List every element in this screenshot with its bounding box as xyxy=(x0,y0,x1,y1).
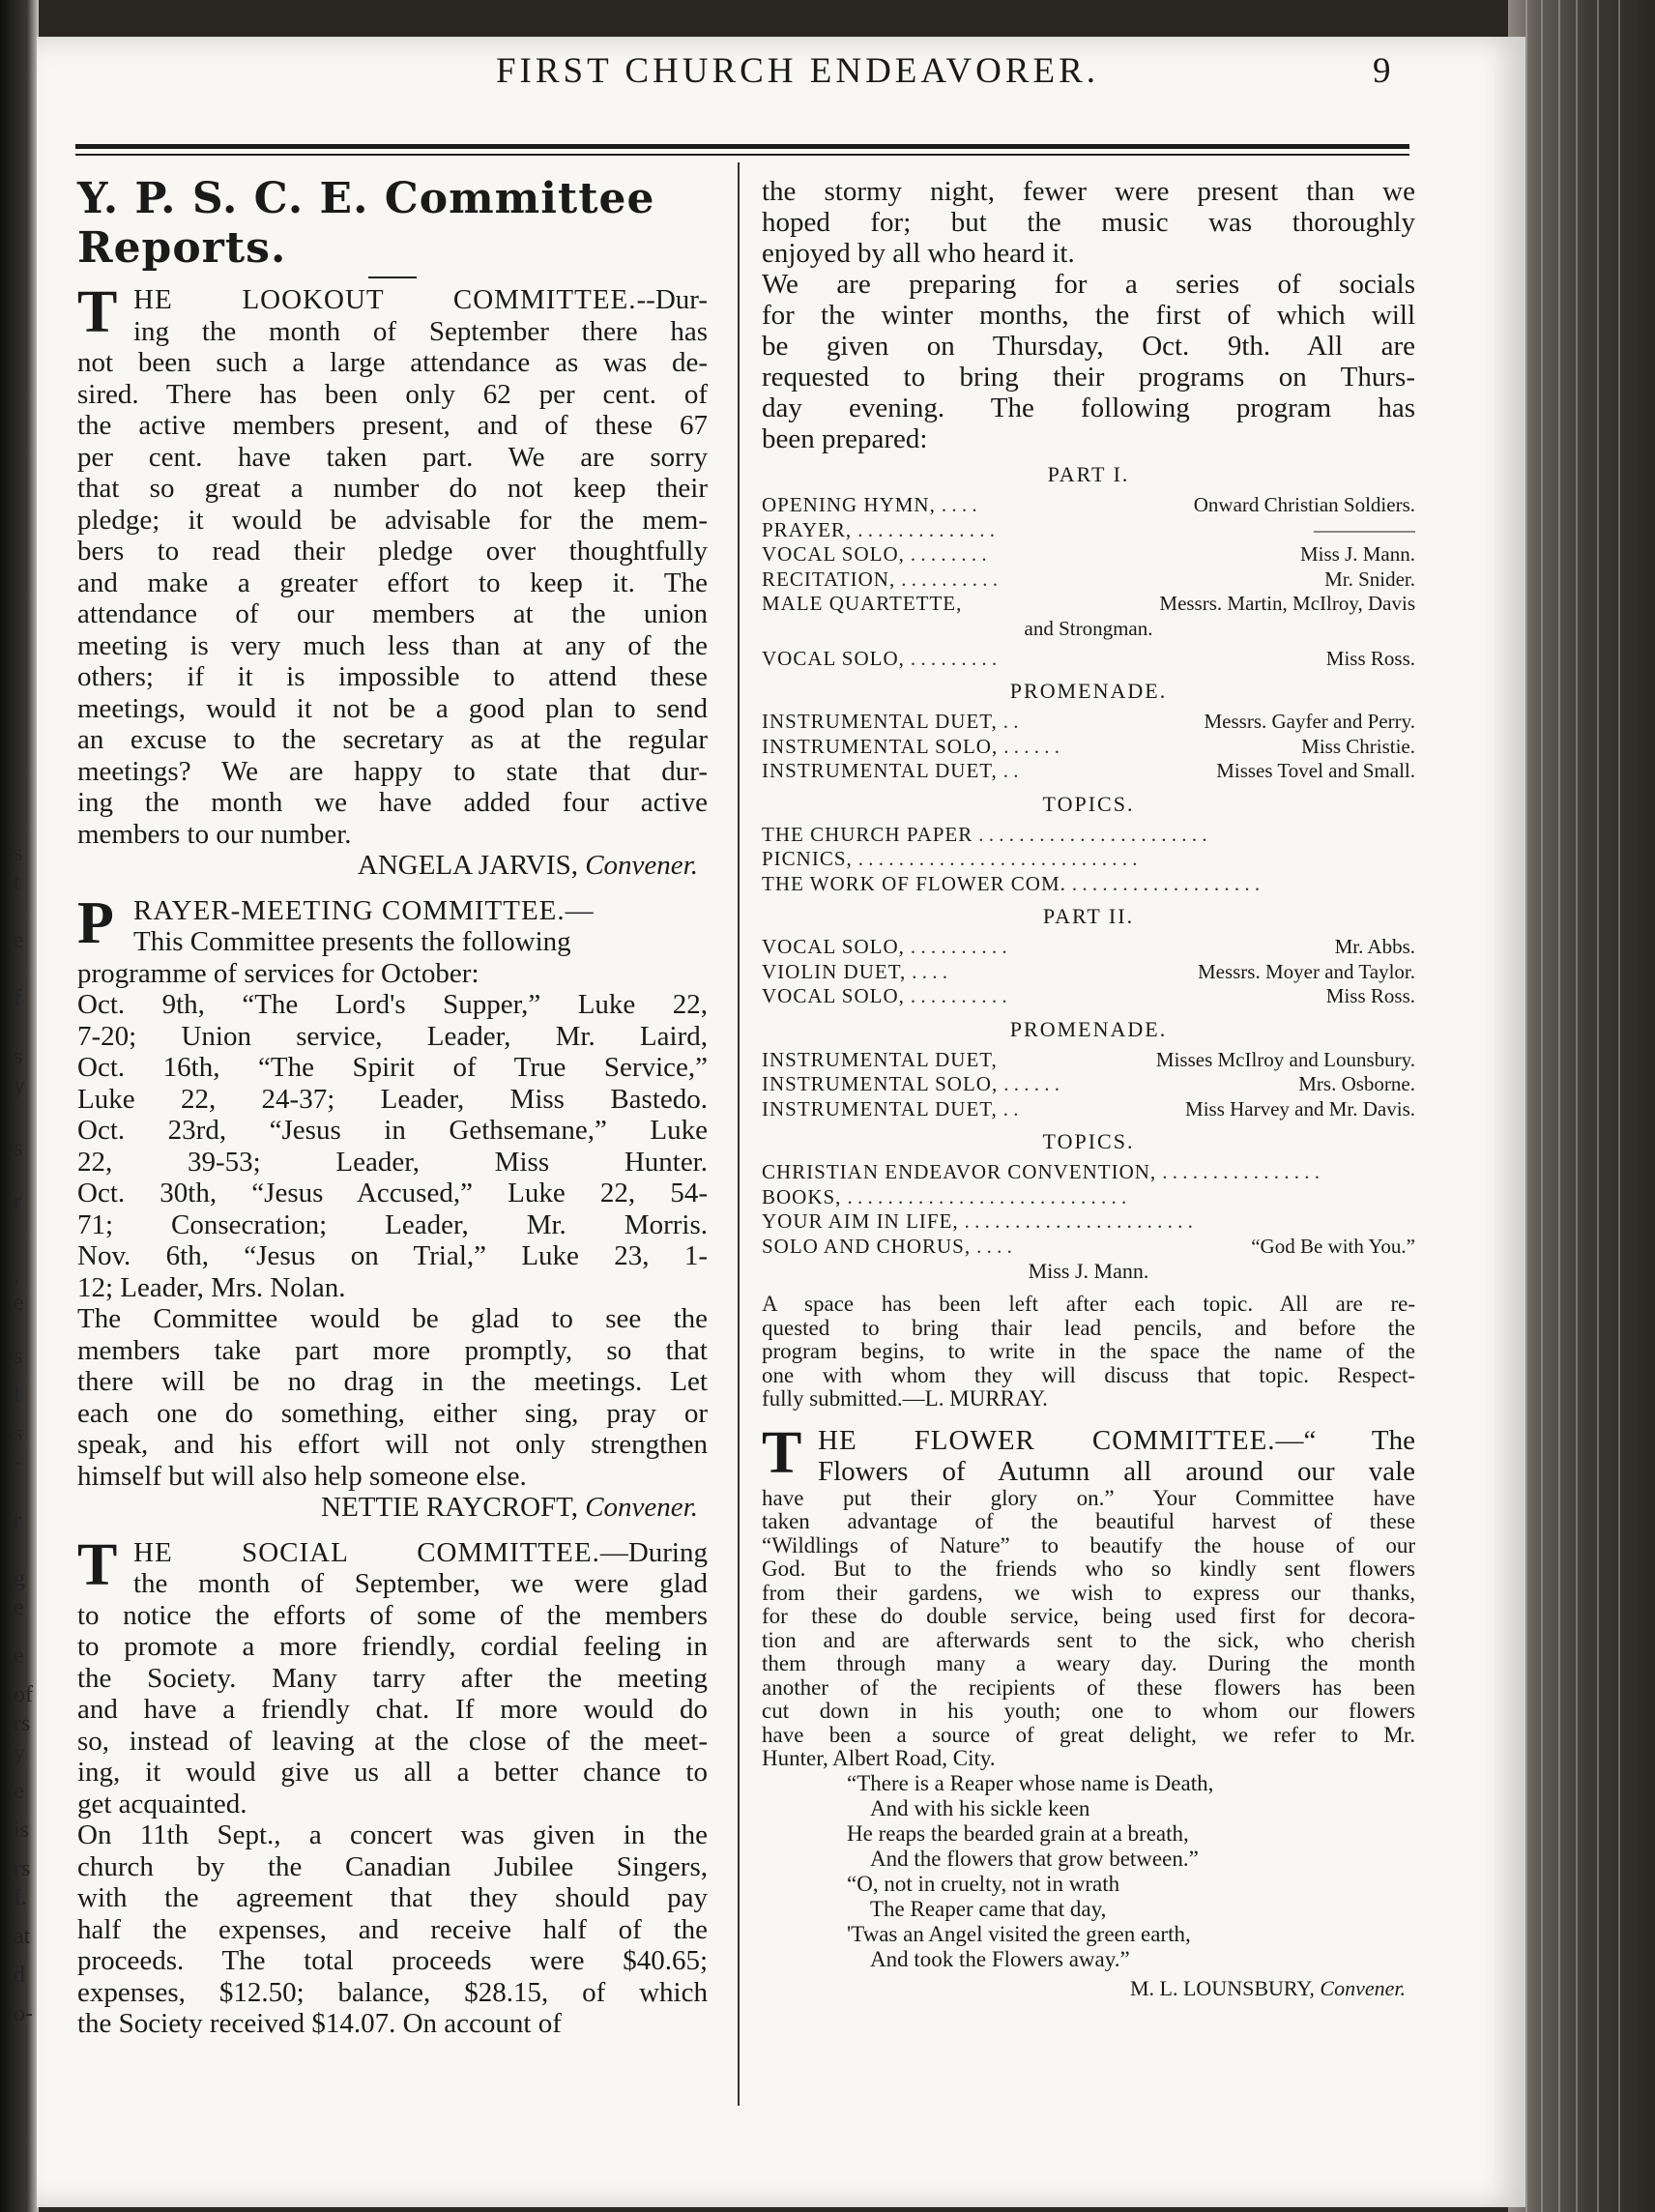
poem-line: And took the Flowers away.” xyxy=(870,1946,1130,1971)
text-line: taken advantage of the beautiful harvest of these xyxy=(762,1509,1415,1533)
program-topics-heading: TOPICS. xyxy=(1042,1129,1135,1153)
text-line: ing the month we have added four active xyxy=(77,787,708,818)
text-line: On 11th Sept., a concert was given in the xyxy=(77,1819,708,1850)
program-promenade-heading: PROMENADE. xyxy=(1009,679,1168,703)
text-line: another of the recipients of these flowers has been xyxy=(762,1674,1415,1700)
text-line: church by the Canadian Jubilee Singers, xyxy=(77,1850,708,1882)
program-item-performer: Messrs. Gayfer and Perry. xyxy=(1204,710,1415,733)
text-line: program begins, to write in the space the name of the xyxy=(762,1339,1415,1363)
text-line: cut down in his youth; one to whom our flowers xyxy=(762,1699,1415,1723)
program-item-label: THE WORK OF FLOWER COM. xyxy=(762,871,1066,895)
text-line: Nov. 6th, “Jesus on Trial,” Luke 23, 1- xyxy=(77,1240,708,1271)
program-leader-dots: . . . . xyxy=(976,1234,1012,1258)
program-item-label: INSTRUMENTAL DUET, xyxy=(762,710,998,733)
text-line: himself but will also help someone else. xyxy=(77,1460,527,1492)
program-leader-dots: . . . . xyxy=(912,959,947,983)
social-report-continued xyxy=(762,176,1415,454)
program-item-label: VOCAL SOLO, xyxy=(762,984,905,1007)
poem-line: “O, not in cruelty, not in wrath xyxy=(847,1871,1120,1896)
program-item-label: INSTRUMENTAL SOLO, xyxy=(762,1072,999,1095)
program-part-heading: PART I. xyxy=(1047,462,1130,486)
bleed-letter: e xyxy=(14,1595,24,1620)
text-line: ing the month of September there has xyxy=(133,315,708,347)
text-line: bers to read their pledge over thoughtfully xyxy=(77,536,708,567)
text-line: ing, it would give us all a better chance to xyxy=(77,1757,708,1788)
program-item-label: INSTRUMENTAL DUET, xyxy=(762,1047,998,1071)
program-item-label: VOCAL SOLO, xyxy=(762,935,905,958)
program-item xyxy=(762,1048,1415,1073)
text-line: attendance of our members at the union xyxy=(77,598,708,629)
program-item-performer: ————— xyxy=(1314,517,1415,541)
text-line: “Wildlings of Nature” to beautify the house of our xyxy=(762,1532,1415,1557)
text-line: sired. There has been only 62 per cent. of xyxy=(77,378,708,410)
bleed-letter: e xyxy=(14,1779,24,1804)
program-leader-dots: . . . . . . . . . . xyxy=(910,984,1007,1007)
dropcap-p: P xyxy=(77,889,114,956)
bleed-letter: f xyxy=(14,986,21,1011)
dropcap-t: T xyxy=(77,279,118,345)
program-leader-dots: . . . . . . . . . . . . . . . . . . . xyxy=(1071,871,1261,895)
text-line: 22, 39-53; Leader, Miss Hunter. xyxy=(77,1146,708,1178)
text-line: the month of September, we were glad xyxy=(133,1568,708,1599)
program-leader-dots: . . . . xyxy=(941,493,977,516)
program-item-performer: Miss Harvey and Mr. Davis. xyxy=(1185,1096,1415,1121)
program-item xyxy=(762,872,1415,897)
bleed-letter: e xyxy=(14,1291,24,1316)
poem-line: 'Twas an Angel visited the green earth, xyxy=(847,1921,1191,1946)
bleed-letter: y xyxy=(14,1073,25,1098)
program-item-performer: Onward Christian Soldiers. xyxy=(1193,493,1415,516)
text-line: the stormy night, fewer were present than we xyxy=(762,176,1415,207)
program-item xyxy=(762,710,1415,735)
text-line: God. But to the friends who so kindly sent flowers xyxy=(762,1557,1415,1581)
bleed-letter: l xyxy=(14,1382,20,1408)
poem-line: And the flowers that grow between.” xyxy=(870,1846,1199,1871)
bleed-letter: s xyxy=(14,1421,23,1446)
signature-role: Convener. xyxy=(1320,1975,1406,2000)
text-line: get acquainted. xyxy=(77,1788,247,1819)
program-item-label: VIOLIN DUET, xyxy=(762,959,907,983)
program-item xyxy=(762,542,1415,568)
signature-role: Convener. xyxy=(585,1492,698,1523)
bleed-letter: s xyxy=(14,1044,23,1069)
program-item xyxy=(762,647,1415,672)
text-line: Hunter, Albert Road, City. xyxy=(762,1746,996,1770)
space-note xyxy=(762,1293,1415,1412)
program-item xyxy=(762,1097,1415,1122)
left-column xyxy=(77,174,708,2040)
running-header-title: FIRST CHURCH ENDEAVORER. xyxy=(495,51,1100,91)
program-item xyxy=(762,735,1415,760)
program-item xyxy=(762,1160,1415,1185)
program-item-performer: Mrs. Osborne. xyxy=(1298,1072,1415,1095)
text-line: quested to bring thair lead pencils, and before the xyxy=(762,1315,1415,1340)
program-leader-dots: . . . . . . . . . . . . . . . . . . . . . . . . . . . . xyxy=(857,847,1138,870)
program-leader-dots: . . . . . . xyxy=(1003,734,1060,758)
text-line: meetings? We are happy to state that dur- xyxy=(77,755,708,787)
program-item-label: SOLO AND CHORUS, xyxy=(762,1234,972,1258)
text-line: meetings, would it not be a good plan to send xyxy=(77,692,708,724)
text-line: Oct. 23rd, “Jesus in Gethsemane,” Luke xyxy=(77,1115,708,1146)
prayer-heading: RAYER-MEETING COMMITTEE.— xyxy=(133,894,595,926)
program-item xyxy=(762,1072,1415,1097)
program-item xyxy=(762,568,1415,593)
program-item-label: VOCAL SOLO, xyxy=(762,646,905,670)
text-line: from their gardens, we wish to express our thanks, xyxy=(762,1580,1415,1605)
header-rule-thin xyxy=(75,154,1409,156)
program-leader-dots: . . xyxy=(1002,710,1019,733)
reaper-poem xyxy=(847,1771,1415,1972)
flower-heading: HE FLOWER COMMITTEE. xyxy=(818,1424,1276,1456)
title-rule xyxy=(368,276,417,278)
bleed-letter: r xyxy=(14,1189,21,1214)
bleed-letter: is xyxy=(14,1818,30,1843)
flower-signature xyxy=(762,1976,1415,2001)
adjacent-page-bleed xyxy=(0,0,39,2212)
dropcap-t: T xyxy=(77,1531,118,1598)
program-item-label: PRAYER, xyxy=(762,517,853,541)
text-line: programme of services for October: xyxy=(77,957,479,989)
bleed-letter: rs xyxy=(14,1711,31,1736)
program-leader-dots: . . . . . . . . . . . . . . . . . . . . . . . xyxy=(978,822,1207,846)
signature-name: NETTIE RAYCROFT, xyxy=(321,1492,578,1523)
text-line: them through many a weary day. During the month xyxy=(762,1651,1415,1675)
text-line: 7-20; Union service, Leader, Mr. Laird, xyxy=(77,1020,708,1052)
prayer-signature xyxy=(77,1492,708,1524)
bleed-letter: I. xyxy=(14,1885,27,1910)
text-line: half the expenses, and receive half of the xyxy=(77,1913,708,1945)
program-leader-dots: . . xyxy=(1002,759,1019,782)
text-line: members to our number. xyxy=(77,818,352,850)
program-leader-dots: . . . . . . . . . . . . . . . . . . . . . . . xyxy=(964,1209,1193,1233)
program-item xyxy=(762,1185,1415,1210)
header-rule-thick xyxy=(75,144,1409,149)
text-line: members take part more promptly, so that xyxy=(77,1334,708,1366)
program-item-label: PICNICS, xyxy=(762,847,853,870)
bleed-letter: s xyxy=(14,841,23,866)
text-line: for these do double service, being used first for decora- xyxy=(762,1604,1415,1628)
lookout-heading: HE LOOKOUT COMMITTEE. xyxy=(133,284,637,315)
bleed-letter: e xyxy=(14,1644,24,1669)
text-line: one with whom they will discuss that topic. Respect- xyxy=(762,1362,1415,1387)
text-line: hoped for; but the music was thoroughly xyxy=(762,207,1415,238)
program-leader-dots: . . xyxy=(1002,1096,1019,1121)
program-item-label: BOOKS, xyxy=(762,1184,842,1208)
program-item xyxy=(762,592,1415,617)
program-item-label: INSTRUMENTAL DUET, xyxy=(762,1096,998,1121)
text-line: proceeds. The total proceeds were $40.65; xyxy=(77,1945,708,1976)
text-line: an excuse to the secretary as at the regular xyxy=(77,724,708,755)
text-line: be given on Thursday, Oct. 9th. All are xyxy=(762,331,1415,362)
lookout-signature xyxy=(77,850,708,882)
bleed-letter: at xyxy=(14,1924,31,1949)
program-item xyxy=(762,1209,1415,1235)
bleed-letter: r xyxy=(14,1508,21,1533)
poem-line: The Reaper came that day, xyxy=(870,1896,1107,1921)
poem-line: He reaps the bearded grain at a breath, xyxy=(847,1820,1189,1846)
text-line: Flowers of Autumn all around our vale xyxy=(818,1455,1415,1487)
bleed-letter: - xyxy=(14,1450,21,1475)
program-item-label: VOCAL SOLO, xyxy=(762,542,905,566)
program-leader-dots: . . . . . . . . . . . . . . . . . . . . . . . . . . . . xyxy=(847,1184,1127,1208)
text-line: the active members present, and of these 67 xyxy=(77,410,708,441)
program-leader-dots: . . . . . . xyxy=(1003,1072,1060,1095)
text-line: been prepared: xyxy=(762,423,928,454)
program-item-label: INSTRUMENTAL DUET, xyxy=(762,759,998,782)
text-line: have been a source of great delight, we refer to Mr. xyxy=(762,1722,1415,1747)
poem-line: “There is a Reaper whose name is Death, xyxy=(847,1770,1214,1795)
bleed-letter: , xyxy=(14,1262,19,1287)
bleed-letter: g xyxy=(14,1566,25,1591)
text-line: with the agreement that they should pay xyxy=(77,1882,708,1913)
program-item-label: OPENING HYMN, xyxy=(762,493,936,516)
prayer-meeting-committee-report xyxy=(77,889,708,1524)
signature-role: Convener. xyxy=(585,850,698,881)
text-line: A space has been left after each topic. All are re- xyxy=(762,1292,1415,1316)
main-title: Y. P. S. C. E. Committee Reports. xyxy=(77,174,655,273)
text-line: 12; Leader, Mrs. Nolan. xyxy=(77,1271,346,1303)
program-leader-dots: . . . . . . . . . . xyxy=(901,567,998,591)
text-line: the Society. Many tarry after the meeting xyxy=(77,1662,708,1694)
text-line: to notice the efforts of some of the members xyxy=(77,1599,708,1631)
signature-name: ANGELA JARVIS, xyxy=(357,850,578,881)
program-item xyxy=(762,847,1415,872)
text-line: The Committee would be glad to see the xyxy=(77,1303,708,1334)
program-item xyxy=(762,823,1415,848)
social-committee-report xyxy=(77,1531,708,2040)
poem-line: And with his sickle keen xyxy=(870,1795,1090,1820)
text-line: Oct. 30th, “Jesus Accused,” Luke 22, 54- xyxy=(77,1178,708,1208)
program-item-performer: Messrs. Martin, McIlroy, Davis xyxy=(1159,592,1415,615)
right-column xyxy=(762,176,1415,2001)
signature-name: M. L. LOUNSBURY, xyxy=(1129,1975,1315,2000)
text-line: 71; Consecration; Leader, Mr. Morris. xyxy=(77,1208,708,1240)
column-divider xyxy=(738,162,740,2106)
text-line: We are preparing for a series of socials xyxy=(762,269,1415,300)
text-line: expenses, $12.50; balance, $28.15, of which xyxy=(77,1976,708,2008)
text-line: and have a friendly chat. If more would do xyxy=(77,1694,708,1725)
text-line: enjoyed by all who heard it. xyxy=(762,238,1075,269)
text-line: per cent. have taken part. We are sorry xyxy=(77,441,708,473)
text-line: tion and are afterwards sent to the sick, who cherish xyxy=(762,1627,1415,1652)
page-number: 9 xyxy=(1373,51,1391,91)
text-line: that so great a number do not keep their xyxy=(77,473,708,504)
program-leader-dots: . . . . . . . . . xyxy=(910,646,998,670)
program-leader-dots: . . . . . . . . . . . . . . . . xyxy=(1162,1160,1320,1183)
text-line: so, instead of leaving at the close of the meet- xyxy=(77,1725,708,1757)
text-line: --Dur- xyxy=(636,284,708,315)
text-line: have put their glory on.” Your Committee have xyxy=(762,1485,1415,1510)
bleed-letter: rs xyxy=(14,1856,31,1881)
program-item-label: YOUR AIM IN LIFE, xyxy=(762,1209,959,1233)
program-leader-dots: . . . . . . . . . . xyxy=(910,935,1007,958)
bleed-letter: of xyxy=(14,1682,33,1707)
program-item xyxy=(762,493,1415,518)
program-item-performer: Miss Ross. xyxy=(1325,646,1415,670)
lookout-committee-report xyxy=(77,279,708,882)
program-item-label: MALE QUARTETTE, xyxy=(762,592,963,615)
social-heading: HE SOCIAL COMMITTEE. xyxy=(133,1536,600,1568)
text-line: for the winter months, the first of which will xyxy=(762,300,1415,331)
text-line: speak, and his effort will not only strengthen xyxy=(77,1429,708,1460)
bleed-letter: s xyxy=(14,1136,23,1161)
program-item-performer: Miss Ross. xyxy=(1325,984,1415,1007)
text-line: This Committee presents the following xyxy=(133,926,571,957)
text-line: others; if it is impossible to attend these xyxy=(77,661,708,692)
program-part-heading: PART II. xyxy=(1042,904,1135,928)
program-item-performer: “God Be with You.” xyxy=(1251,1234,1415,1258)
social-program xyxy=(762,462,1415,1283)
program-topics-heading: TOPICS. xyxy=(1042,791,1135,816)
program-item-label: THE CHURCH PAPER xyxy=(762,822,973,846)
text-line: day evening. The following program has xyxy=(762,393,1415,423)
program-item-label: CHRISTIAN ENDEAVOR CONVENTION, xyxy=(762,1160,1157,1183)
program-item xyxy=(762,935,1415,960)
text-line: fully submitted.—L. MURRAY. xyxy=(762,1386,1048,1411)
text-line: each one do something, either sing, pray or xyxy=(77,1397,708,1429)
program-item xyxy=(762,960,1415,985)
program-item-performer: Misses McIlroy and Lounsbury. xyxy=(1155,1047,1415,1071)
text-line: —During xyxy=(599,1536,708,1568)
text-line: meeting is very much less than at any of the xyxy=(77,629,708,661)
bleed-letter: e xyxy=(14,928,24,953)
bleed-letter: d xyxy=(14,1963,25,1988)
program-item-performer: Miss J. Mann. xyxy=(1299,542,1415,566)
program-item-performer: Miss Christie. xyxy=(1301,734,1415,758)
bleed-letter: o- xyxy=(14,2001,33,2026)
text-line: requested to bring their programs on Thurs- xyxy=(762,362,1415,393)
program-item-label: INSTRUMENTAL SOLO, xyxy=(762,734,999,758)
text-line: the Society received $14.07. On account of xyxy=(77,2008,562,2039)
program-item-performer: Misses Tovel and Small. xyxy=(1216,759,1415,782)
program-item-label: RECITATION, xyxy=(762,567,896,591)
bleed-letter: y xyxy=(14,1740,25,1765)
text-line: Oct. 16th, “The Spirit of True Service,” xyxy=(77,1052,708,1083)
program-item-performer: Messrs. Moyer and Taylor. xyxy=(1197,959,1415,983)
program-item xyxy=(762,759,1415,784)
program-item xyxy=(762,518,1415,543)
solo-performer: Miss J. Mann. xyxy=(1028,1259,1149,1283)
text-line: Oct. 9th, “The Lord's Supper,” Luke 22, xyxy=(77,989,708,1020)
text-line: to promote a more friendly, cordial feeling in xyxy=(77,1631,708,1662)
text-line: and make a greater effort to keep it. The xyxy=(77,567,708,598)
text-line: pledge; it would be advisable for the mem- xyxy=(77,504,708,536)
program-item xyxy=(762,984,1415,1009)
text-line: —“ The xyxy=(1275,1424,1416,1456)
text-line: there will be no drag in the meetings. Let xyxy=(77,1366,708,1397)
program-item-performer: Mr. Snider. xyxy=(1324,567,1415,591)
book-page-edges xyxy=(1508,0,1655,2212)
program-promenade-heading: PROMENADE. xyxy=(1009,1016,1168,1041)
dropcap-t: T xyxy=(762,1419,802,1486)
program-leader-dots: . . . . . . . . xyxy=(910,542,987,566)
text-line: not been such a large attendance as was de- xyxy=(77,347,708,378)
bleed-letter: s xyxy=(14,1344,23,1369)
quartette-continued: and Strongman. xyxy=(1024,616,1153,640)
flower-committee-report xyxy=(762,1419,1416,2001)
program-item-performer: Mr. Abbs. xyxy=(1334,935,1415,958)
program-leader-dots: . . . . . . . . . . . . . . xyxy=(857,517,995,541)
bleed-letter: t xyxy=(14,870,20,895)
program-item xyxy=(762,1235,1415,1260)
text-line: Luke 22, 24-37; Leader, Miss Bastedo. xyxy=(77,1083,708,1115)
